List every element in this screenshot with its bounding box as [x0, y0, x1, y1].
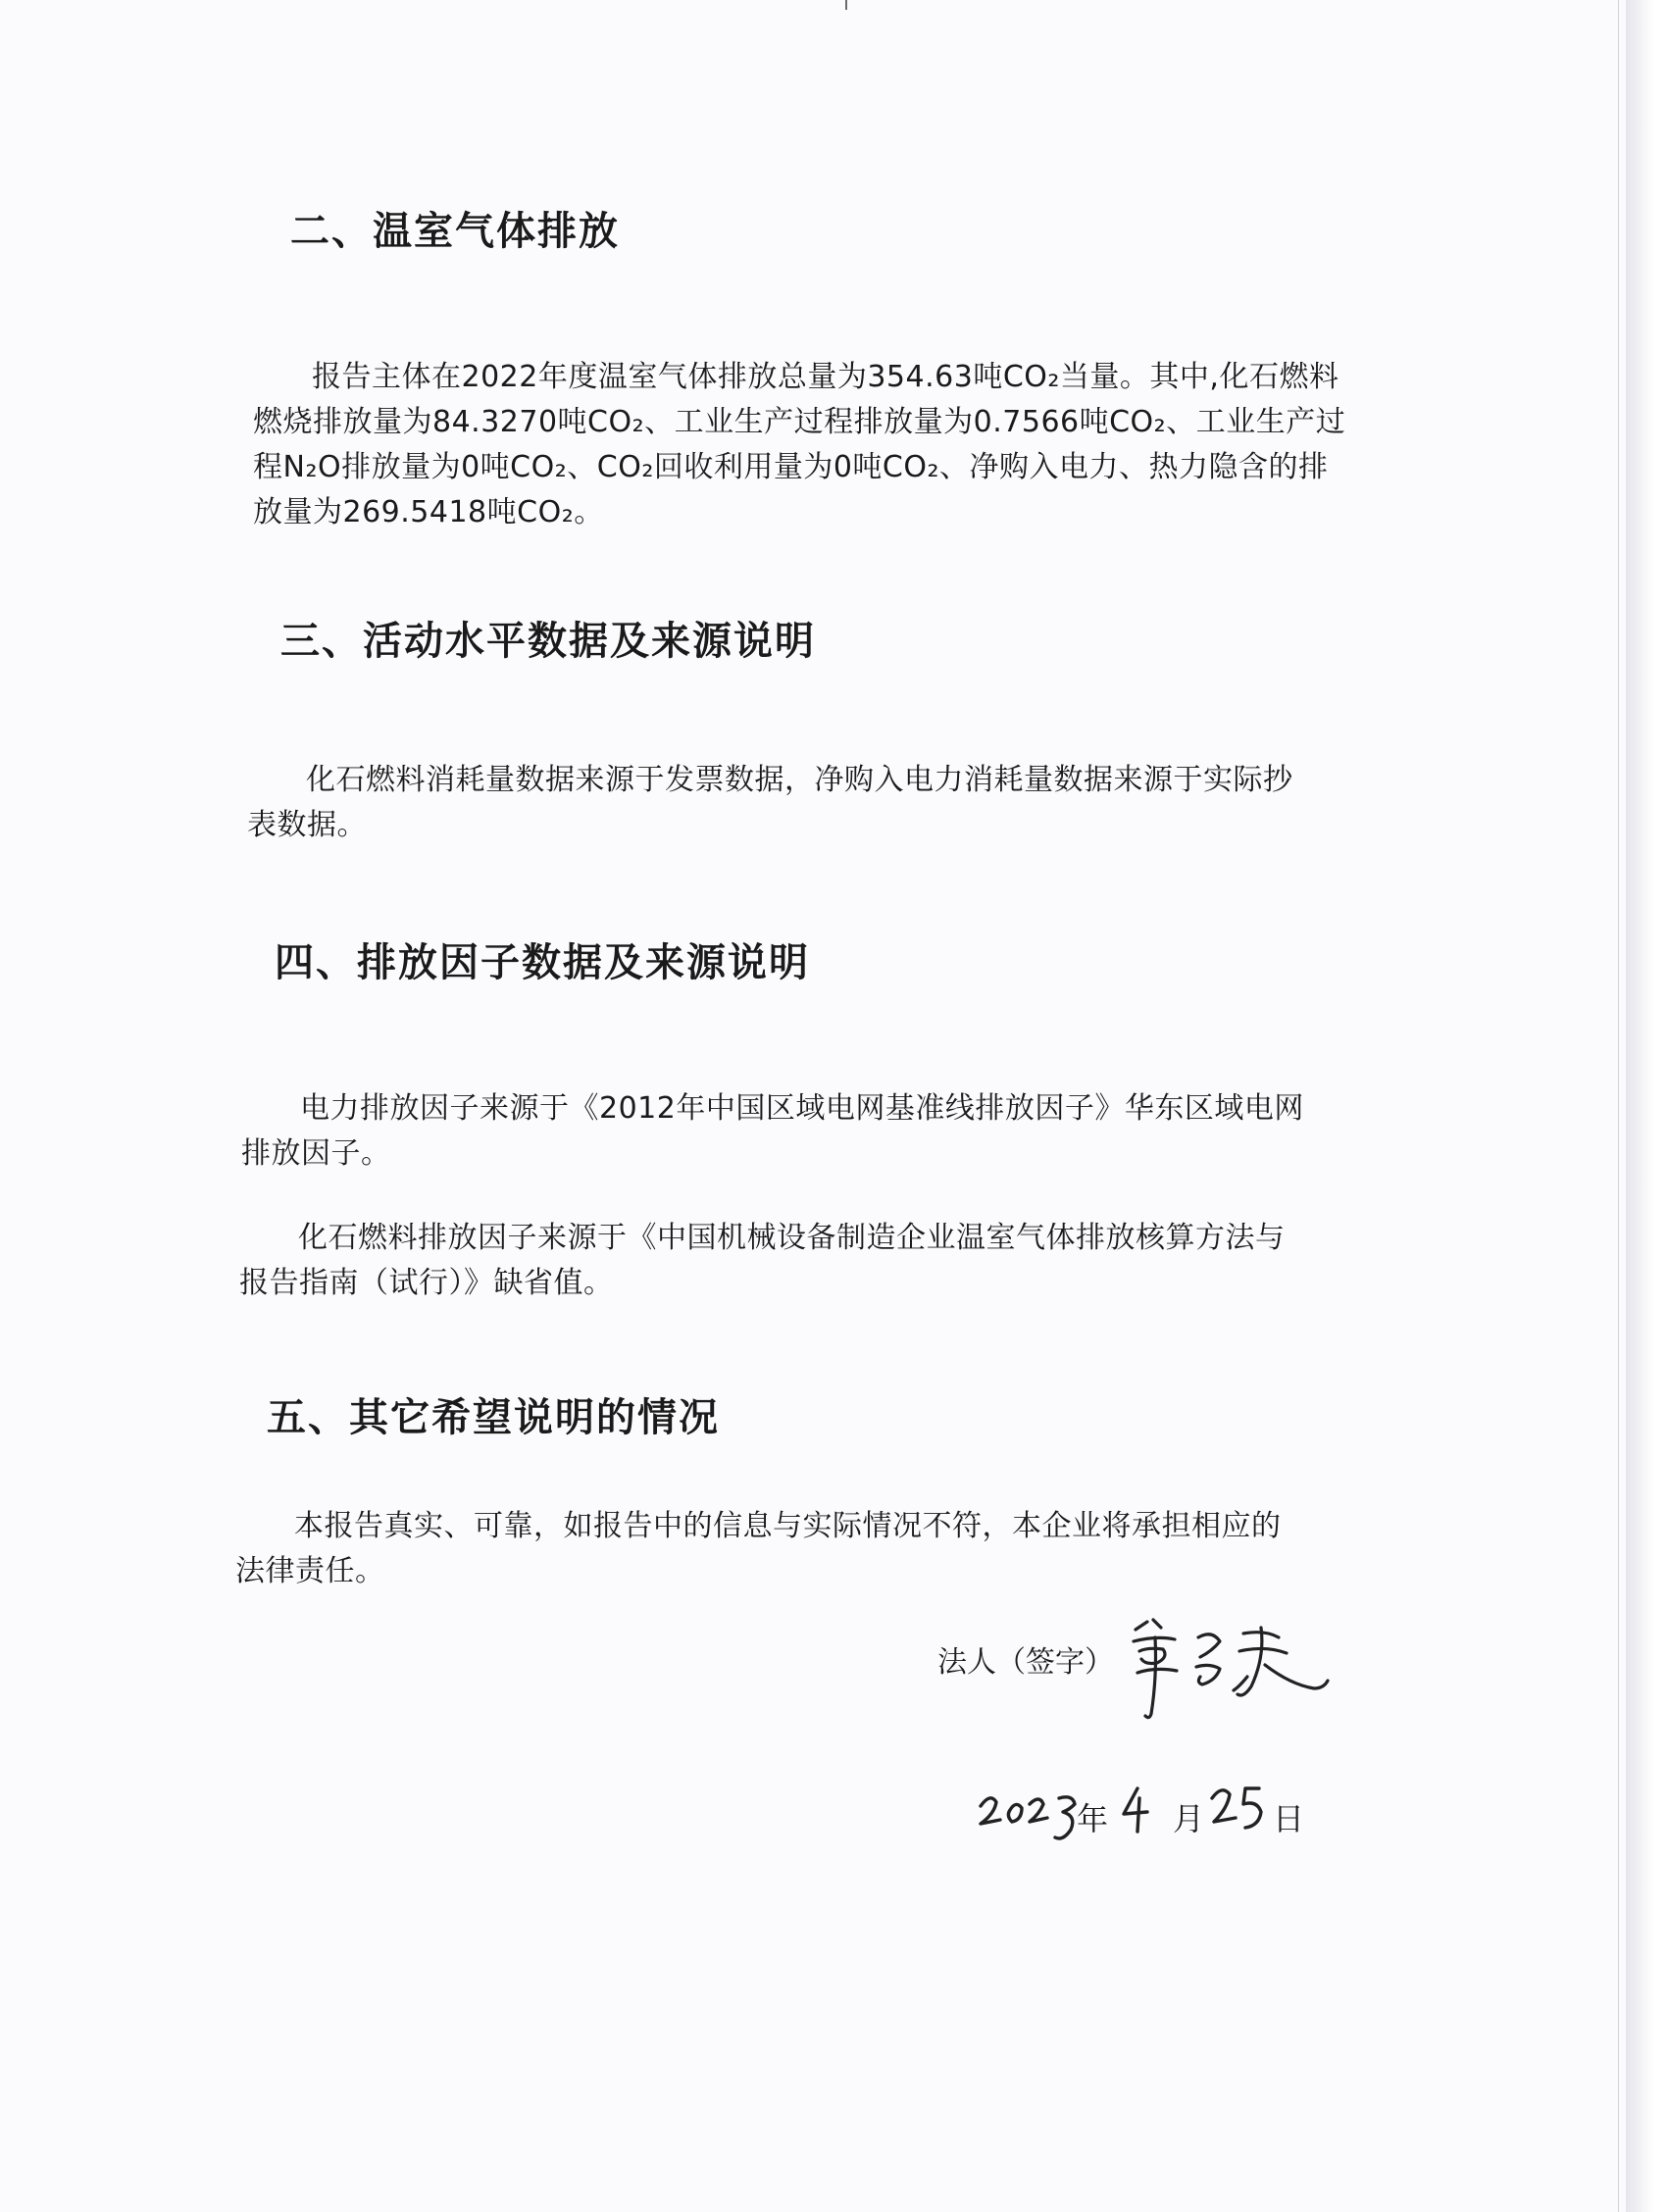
section-body-other-notes	[235, 1504, 1282, 1594]
section-heading-emissions: 二、温室气体排放	[290, 209, 620, 254]
section-body-emission-factors	[241, 1086, 1304, 1177]
body-line: 报告指南（试行）》缺省值。	[239, 1266, 614, 1300]
body-line: 化石燃料消耗量数据来源于发票数据，净购入电力消耗量数据来源于实际抄	[306, 763, 1293, 797]
body-line: 化石燃料排放因子来源于《中国机械设备制造企业温室气体排放核算方法与	[298, 1221, 1286, 1255]
body-line: 报告主体在2022年度温室气体排放总量为354.63吨CO₂当量。其中,化石燃料	[312, 360, 1339, 394]
body-line: 法律责任。	[235, 1554, 385, 1588]
section-body-emission-factors-2	[239, 1216, 1286, 1306]
body-line: 表数据。	[247, 808, 367, 842]
handwritten-month	[1116, 1783, 1155, 1837]
section-body-activity-data	[247, 758, 1293, 848]
handwritten-day	[1208, 1779, 1273, 1837]
date-day-char: 日	[1273, 1800, 1305, 1837]
body-line: 放量为269.5418吨CO₂。	[253, 495, 604, 529]
handwritten-signature	[1118, 1608, 1343, 1726]
section-heading-activity-data: 三、活动水平数据及来源说明	[280, 619, 816, 664]
section-heading-other-notes: 五、其它希望说明的情况	[267, 1395, 720, 1440]
date-month-char: 月	[1173, 1800, 1205, 1837]
body-line: 燃烧排放量为84.3270吨CO₂、工业生产过程排放量为0.7566吨CO₂、工业生产过	[253, 405, 1346, 439]
body-line: 排放因子。	[241, 1136, 391, 1171]
signature-label: 法人（签字）	[937, 1645, 1114, 1680]
scan-edge-shadow	[1626, 0, 1667, 2212]
body-line: 本报告真实、可靠，如报告中的信息与实际情况不符，本企业将承担相应的	[294, 1509, 1282, 1543]
section-heading-emission-factors: 四、排放因子数据及来源说明	[275, 940, 810, 985]
handwritten-year	[975, 1781, 1092, 1849]
section-body-emissions	[253, 355, 1345, 535]
date-year-char: 年	[1077, 1800, 1109, 1837]
body-line: 程N₂O排放量为0吨CO₂、CO₂回收利用量为0吨CO₂、净购入电力、热力隐含的排	[253, 450, 1329, 484]
body-line: 电力排放因子来源于《2012年中国区域电网基准线排放因子》华东区域电网	[300, 1091, 1304, 1126]
scan-mark	[845, 0, 847, 10]
page-edge-line	[1618, 0, 1619, 2212]
